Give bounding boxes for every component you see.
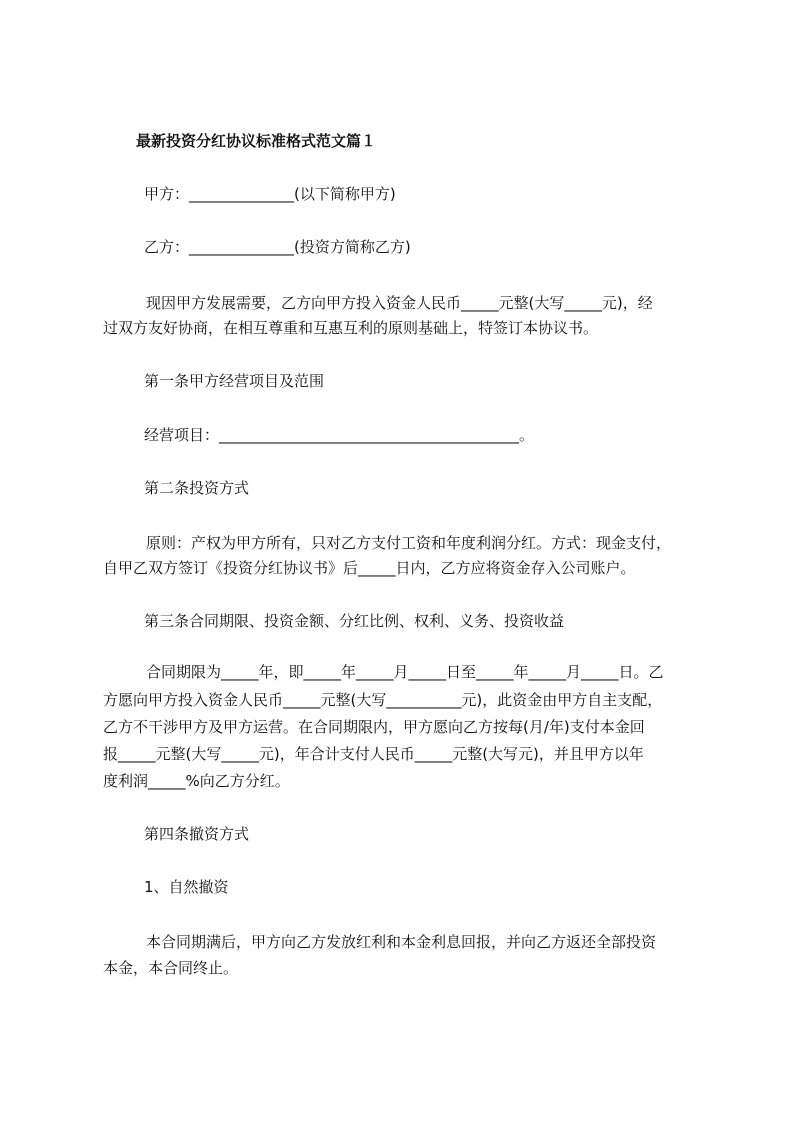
article4-line-1: 本合同期满后，甲方向乙方发放红利和本金利息回报，并向乙方返还全部投资 (146, 933, 657, 951)
party-a-line: 甲方：______________(以下简称甲方) (144, 185, 396, 203)
document-title: 最新投资分红协议标准格式范文篇１ (136, 132, 377, 150)
article2-line-1: 原则：产权为甲方所有，只对乙方支付工资和年度利润分红。方式：现金支付， (146, 534, 672, 552)
article1-heading: 第一条甲方经营项目及范围 (144, 372, 325, 390)
article2-heading: 第二条投资方式 (144, 479, 250, 497)
article4-line-2: 本金，本合同终止。 (103, 959, 239, 977)
article3-line-3: 乙方不干涉甲方及甲方运营。在合同期限内，甲方愿向乙方按每(月/年)支付本金回 (103, 718, 645, 736)
intro-line-2: 过双方友好协商，在相互尊重和互惠互利的原则基础上，特签订本协议书。 (103, 319, 599, 337)
article3-line-4: 报_____元整(大写_____元)，年合计支付人民币_____元整(大写元)，并且甲方以年 (103, 745, 644, 763)
article3-line-1: 合同期限为_____年，即_____年_____月_____日至_____年_____月_____日。乙 (146, 663, 664, 681)
article4-heading: 第四条撤资方式 (144, 825, 250, 843)
article1-item: 经营项目：________________________________________。 (144, 426, 535, 444)
article3-line-5: 度利润_____%向乙方分红。 (103, 772, 290, 790)
party-b-line: 乙方：______________(投资方简称乙方) (144, 238, 411, 256)
article2-line-2: 自甲乙双方签订《投资分红协议书》后_____日内，乙方应将资金存入公司账户。 (103, 559, 636, 577)
article3-line-2: 方愿向甲方投入资金人民币_____元整(大写__________元)，此资金由甲方自主支配， (103, 691, 663, 709)
article4-subheading: 1、自然撤资 (144, 878, 229, 896)
article3-heading: 第三条合同期限、投资金额、分红比例、权利、义务、投资收益 (144, 612, 565, 630)
intro-line-1: 现因甲方发展需要，乙方向甲方投入资金人民币_____元整(大写_____元)，经 (146, 294, 653, 312)
